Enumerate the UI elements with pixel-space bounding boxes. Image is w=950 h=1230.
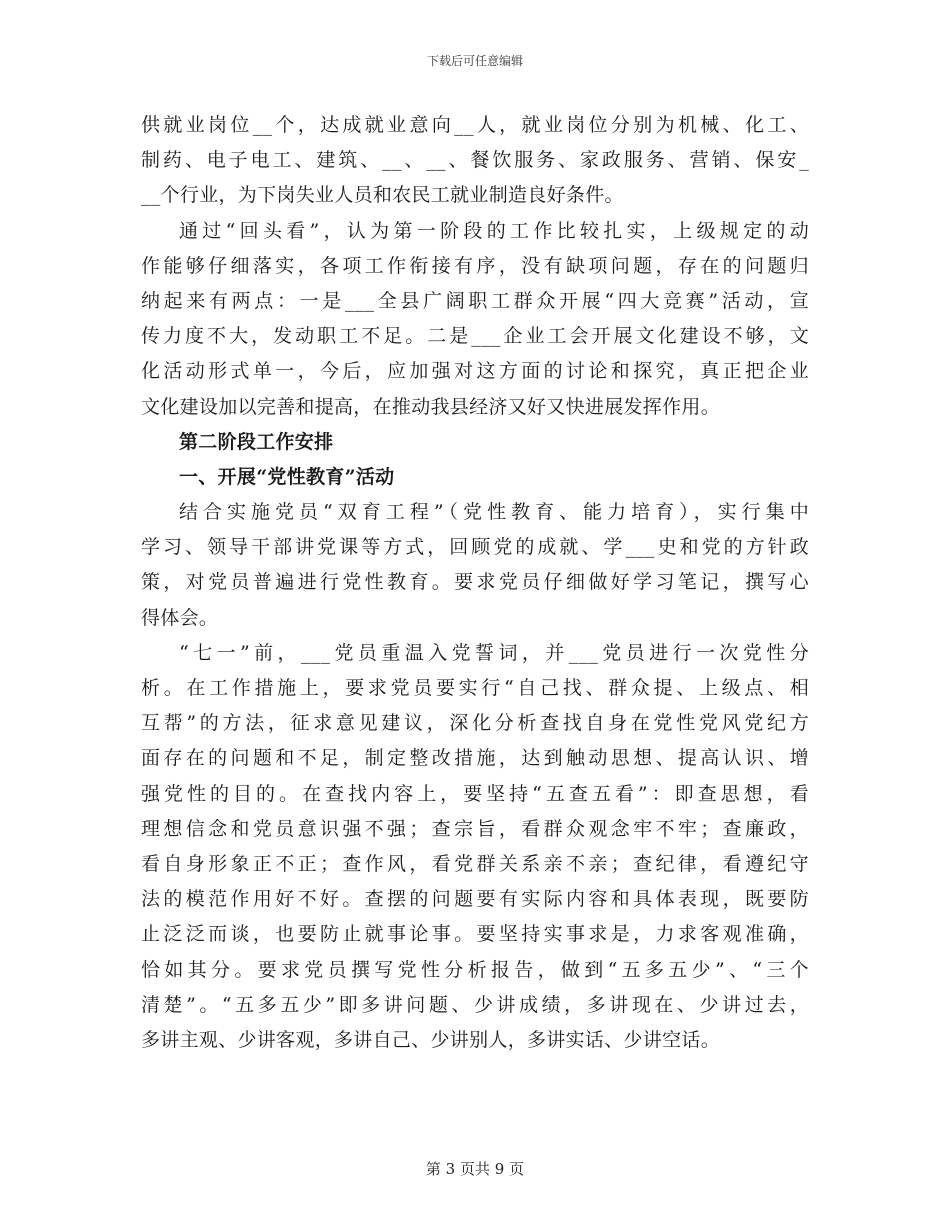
text-line: 法的模范作用好不好。查摆的问题要有实际内容和具体表现，既要防 (141, 888, 809, 911)
text-line: 强党性的目的。在查找内容上，要坚持“五查五看”：即查思想，看 (141, 782, 809, 805)
text-line: 化活动形式单一，今后，应加强对这方面的讨论和探究，真正把企业 (141, 360, 809, 383)
text-line: 止泛泛而谈，也要防止就事论事。要坚持实事求是，力求客观准确， (141, 923, 809, 946)
text-line: 多讲主观、少讲客观，多讲自己、少讲别人，多讲实话、少讲空话。 (141, 1028, 721, 1051)
text-line: 析。在工作措施上，要求党员要实行“自己找、群众提、上级点、相 (141, 677, 809, 699)
text-line: 结合实施党员“双育工程”（党性教育、能力培育），实行集中 (179, 501, 809, 524)
text-line: 得体会。 (141, 606, 219, 629)
text-line: 策，对党员普遍进行党性教育。要求党员仔细做好学习笔记，撰写心 (141, 571, 809, 594)
text-line: 制药、电子电工、建筑、__、__、餐饮服务、家政服务、营销、保安_ (141, 149, 809, 172)
text-line: 供就业岗位__个，达成就业意向__人，就业岗位分别为机械、化工、 (141, 114, 809, 136)
text-line: 纳起来有两点：一是___全县广阔职工群众开展“四大竞赛”活动，宣 (141, 289, 809, 312)
text-line: 面存在的问题和不足，制定整改措施，达到触动思想、提高认识、增 (141, 747, 809, 770)
text-line: 文化建设加以完善和提高，在推动我县经济又好又快进展发挥作用。 (141, 395, 721, 418)
text-line: “七一”前，___党员重温入党誓词，并___党员进行一次党性分 (179, 641, 809, 664)
text-line: 通过“回头看”，认为第一阶段的工作比较扎实，上级规定的动 (179, 219, 809, 242)
page-footer: 第 3 页共 9 页 (425, 1160, 525, 1178)
text-line: 看自身形象正不正；查作风，看党群关系亲不亲；查纪律，看遵纪守 (141, 852, 809, 875)
text-line: __个行业，为下岗失业人员和农民工就业制造良好条件。 (141, 184, 624, 207)
text-line: 恰如其分。要求党员撰写党性分析报告，做到“五多五少”、“三个 (141, 958, 809, 981)
text-line: 清楚”。“五多五少”即多讲问题、少讲成绩，多讲现在、少讲过去， (141, 993, 809, 1016)
text-line: 传力度不大，发动职工不足。二是___企业工会开展文化建设不够，文 (141, 325, 809, 348)
page-header: 下载后可任意编辑 (426, 54, 523, 68)
section-heading: 一、开展“党性教育”活动 (179, 465, 395, 488)
text-line: 学习、领导干部讲党课等方式，回顾党的成就、学___史和党的方针政 (141, 536, 809, 559)
document-body (141, 108, 809, 1058)
section-heading: 第二阶段工作安排 (179, 430, 334, 453)
text-line: 作能够仔细落实，各项工作衔接有序，没有缺项问题，存在的问题归 (141, 254, 809, 277)
text-line: 互帮”的方法，征求意见建议，深化分析查找自身在党性党风党纪方 (141, 712, 809, 735)
text-line: 理想信念和党员意识强不强；查宗旨，看群众观念牢不牢；查廉政， (141, 817, 809, 840)
